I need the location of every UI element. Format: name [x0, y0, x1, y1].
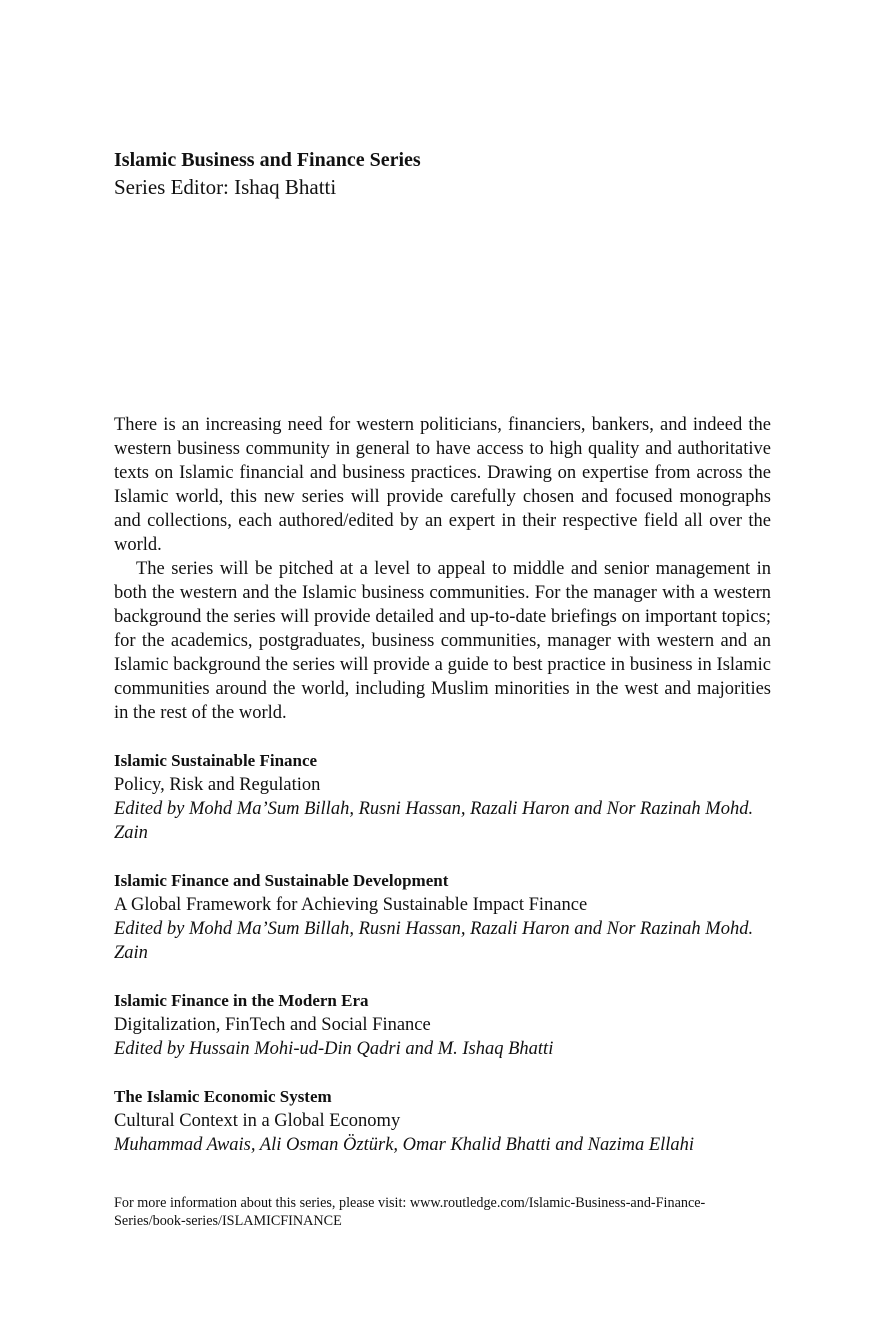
book-authors: Edited by Hussain Mohi-ud-Din Qadri and M. Ishaq Bhatti — [114, 1039, 554, 1059]
book-title: Islamic Finance in the Modern Era — [114, 991, 369, 1010]
description-paragraph: The series will be pitched at a level to appeal to middle and senior management in both the western and the Islamic business communities. For the manager with a western background the series will provide detailed and up-to-date briefings on important topics; for the academics, postgraduates, business communities, manager with western and an Islamic background the series will provide a guide to best practice in business in Islamic communities around the world, including Muslim minorities in the west and majorities in the rest of the world. — [114, 559, 771, 723]
book-subtitle: A Global Framework for Achieving Sustainable Impact Finance — [114, 895, 588, 915]
book-subtitle: Policy, Risk and Regulation — [114, 775, 321, 795]
book-title: The Islamic Economic System — [114, 1087, 332, 1106]
book-entry — [114, 869, 771, 965]
series-page — [114, 0, 771, 1327]
book-entry — [114, 1085, 771, 1157]
book-subtitle: Digitalization, FinTech and Social Finance — [114, 1015, 431, 1035]
series-description — [114, 413, 771, 725]
series-info-note: For more information about this series, please visit: www.routledge.com/Islamic-Business-and-Finance-Series/book-series/ISLAMICFINANCE — [114, 1195, 706, 1230]
book-title: Islamic Finance and Sustainable Development — [114, 871, 449, 890]
book-authors: Edited by Mohd Ma’Sum Billah, Rusni Hassan, Razali Haron and Nor Razinah Mohd. Zain — [114, 919, 754, 963]
book-list — [114, 749, 771, 1181]
book-subtitle: Cultural Context in a Global Economy — [114, 1111, 401, 1131]
series-title: Islamic Business and Finance Series — [114, 149, 421, 171]
series-header — [114, 147, 771, 201]
book-entry — [114, 749, 771, 845]
description-paragraph: There is an increasing need for western politicians, financiers, bankers, and indeed the western business community in general to have access to high quality and authoritative texts on Islamic financial and business practices. Drawing on expertise from across the Islamic world, this new series will provide carefully chosen and focused monographs and collections, each authored/edited by an expert in their respective field all over the world. — [114, 415, 771, 555]
book-title: Islamic Sustainable Finance — [114, 751, 318, 770]
series-editor: Series Editor: Ishaq Bhatti — [114, 175, 337, 199]
book-authors: Edited by Mohd Ma’Sum Billah, Rusni Hassan, Razali Haron and Nor Razinah Mohd. Zain — [114, 799, 754, 843]
book-authors: Muhammad Awais, Ali Osman Öztürk, Omar Khalid Bhatti and Nazima Ellahi — [114, 1135, 695, 1155]
book-entry — [114, 989, 771, 1061]
